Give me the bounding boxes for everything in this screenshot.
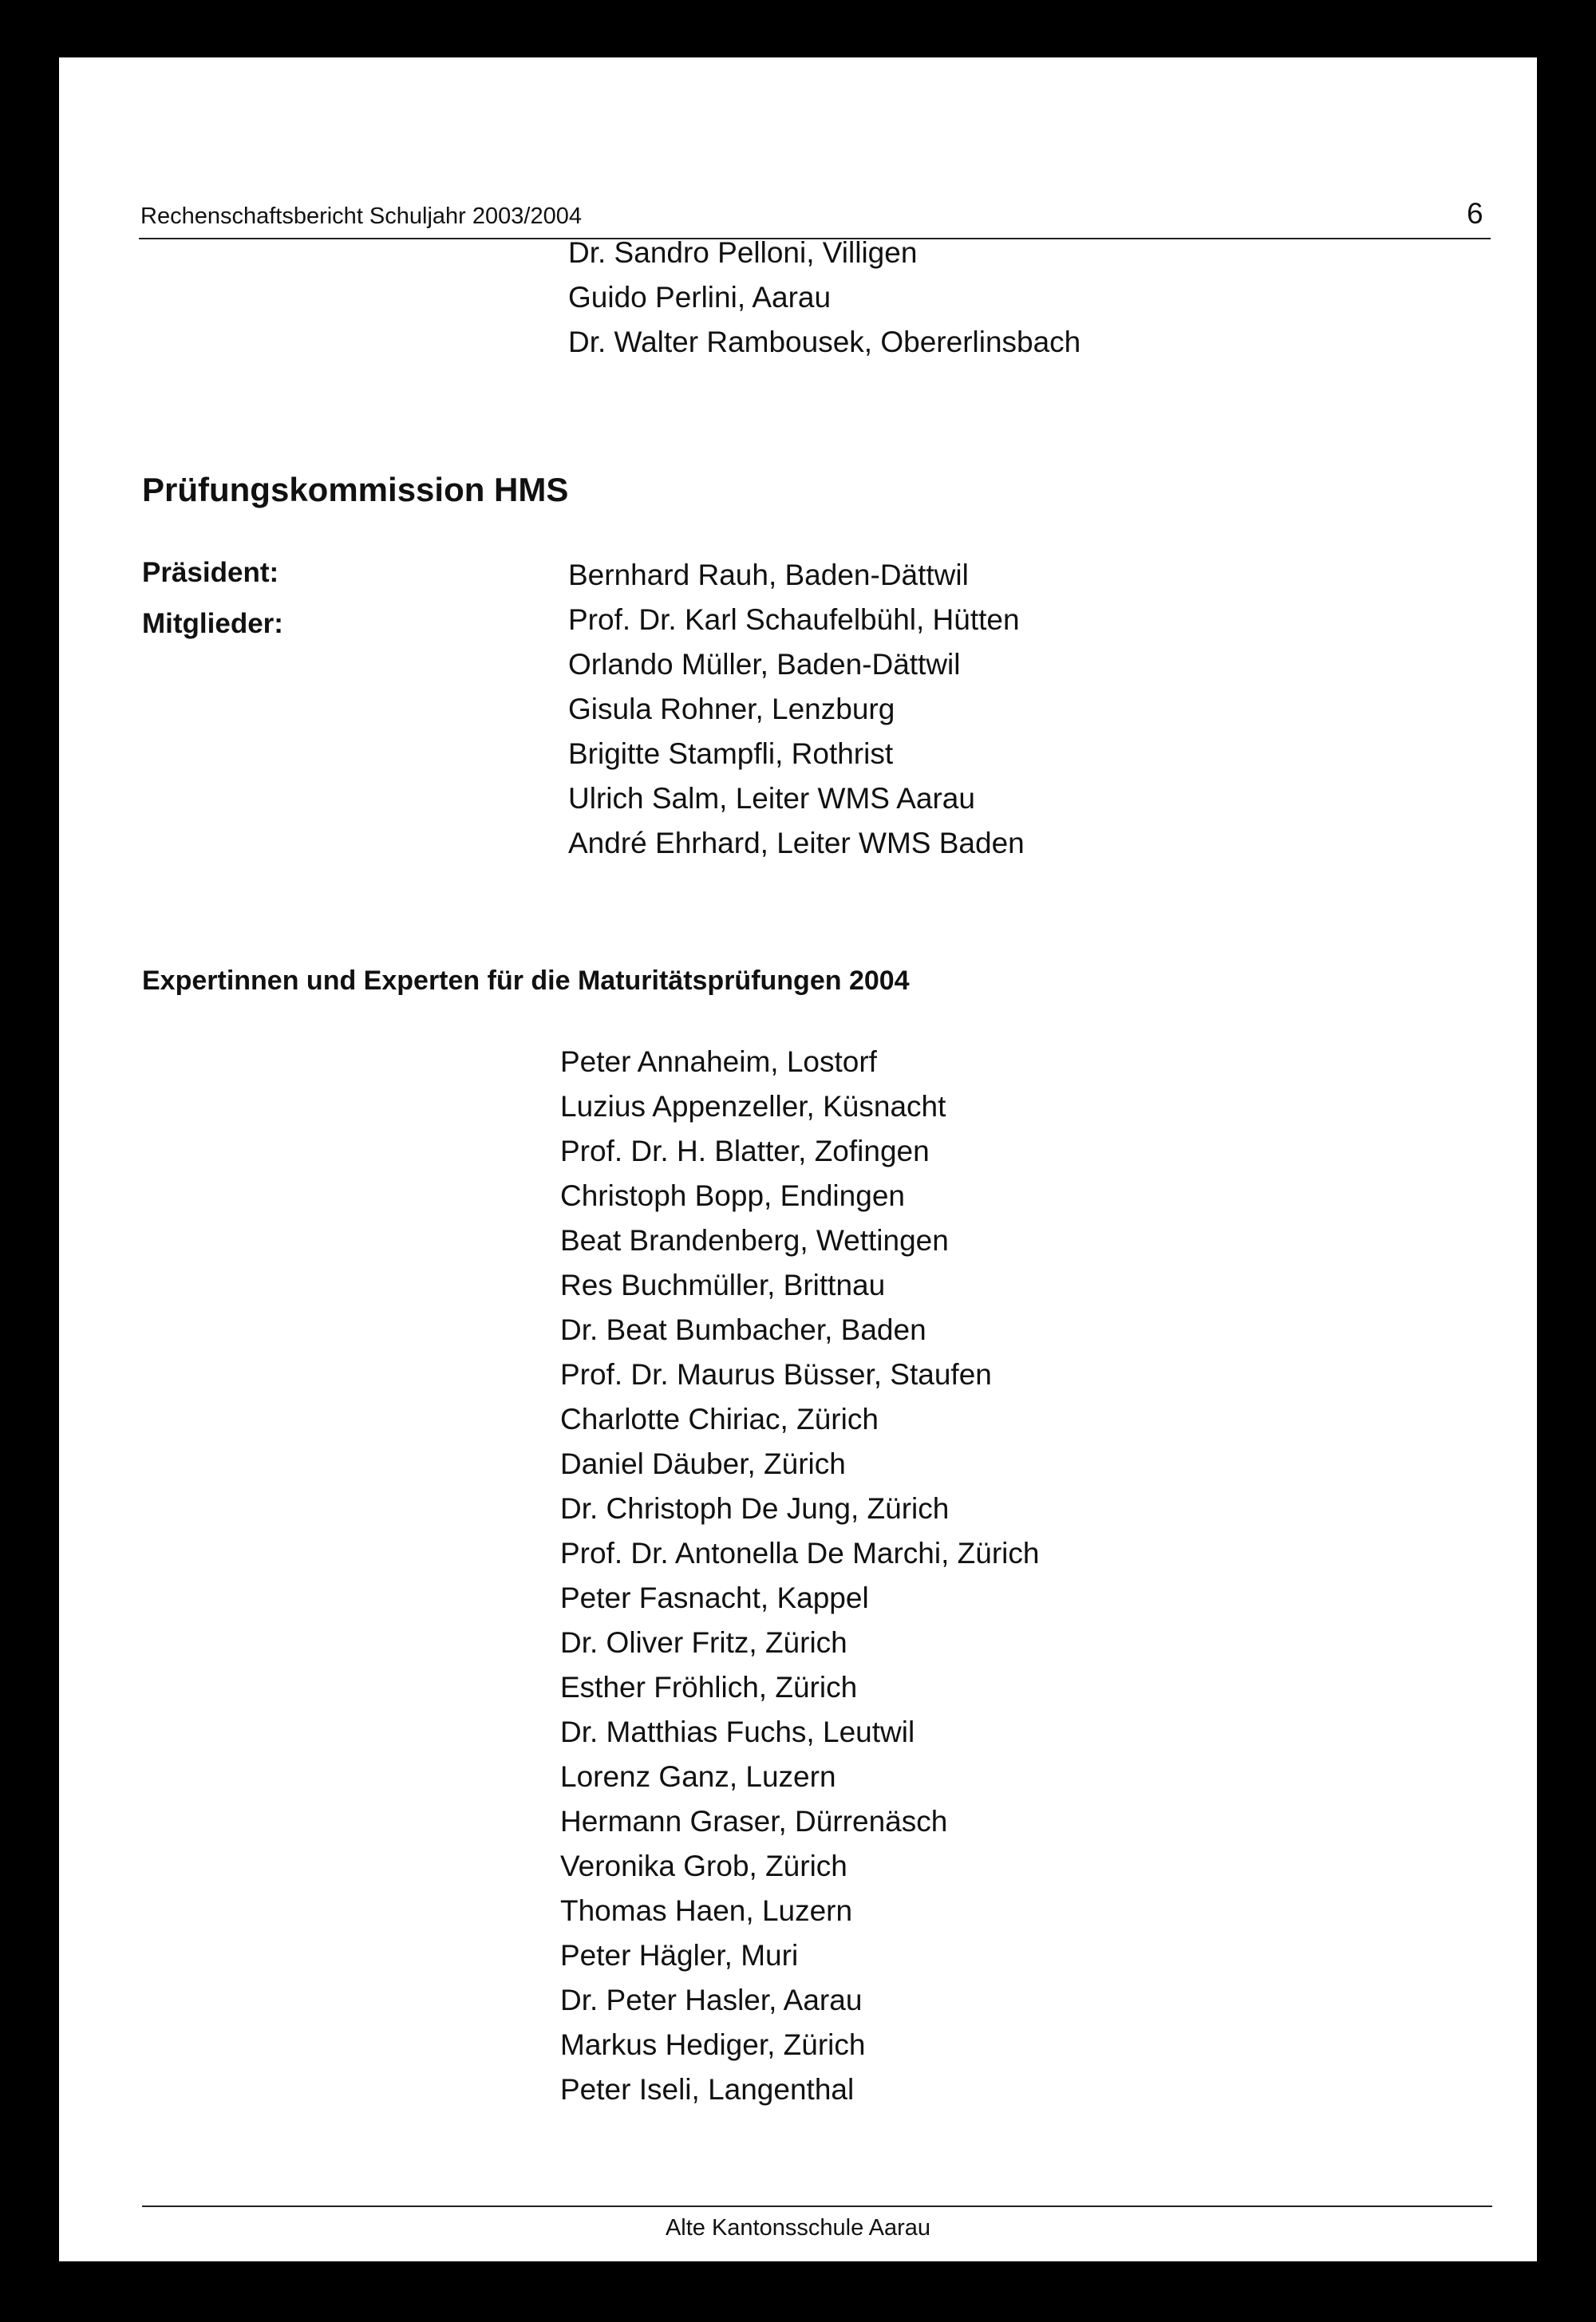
- list-item: André Ehrhard, Leiter WMS Baden: [568, 827, 1025, 859]
- list-item: Peter Fasnacht, Kappel: [560, 1582, 869, 1614]
- list-item: Peter Annaheim, Lostorf: [560, 1045, 877, 1078]
- list-item: Dr. Walter Rambousek, Obererlinsbach: [568, 326, 1081, 358]
- list-item: Prof. Dr. H. Blatter, Zofingen: [560, 1135, 930, 1167]
- list-item: Dr. Oliver Fritz, Zürich: [560, 1626, 847, 1659]
- list-item: Daniel Däuber, Zürich: [560, 1447, 846, 1480]
- list-item: Res Buchmüller, Brittnau: [560, 1269, 886, 1301]
- punch-hole: [0, 1424, 45, 1489]
- list-item: Brigitte Stampfli, Rothrist: [568, 737, 894, 770]
- header-title: Rechenschaftsbericht Schuljahr 2003/2004: [140, 203, 582, 229]
- list-item: Bernhard Rauh, Baden-Dättwil: [568, 559, 969, 591]
- list-item: Peter Hägler, Muri: [560, 1939, 799, 1972]
- list-item: Beat Brandenberg, Wettingen: [560, 1224, 949, 1257]
- list-item: Christoph Bopp, Endingen: [560, 1179, 905, 1212]
- section-heading-commission: Prüfungskommission HMS: [142, 471, 569, 508]
- list-item: Dr. Peter Hasler, Aarau: [560, 1984, 863, 2016]
- list-item: Dr. Christoph De Jung, Zürich: [560, 1492, 950, 1525]
- section-heading-experts: Expertinnen und Experten für die Maturitätsprüfungen 2004: [142, 966, 910, 996]
- footer-text: Alte Kantonsschule Aarau: [665, 2215, 931, 2241]
- list-item: Hermann Graser, Dürrenäsch: [560, 1805, 948, 1838]
- list-item: Luzius Appenzeller, Küsnacht: [560, 1090, 946, 1123]
- list-item: Peter Iseli, Langenthal: [560, 2073, 855, 2106]
- list-item: Gisula Rohner, Lenzburg: [568, 693, 895, 725]
- list-item: Dr. Beat Bumbacher, Baden: [560, 1313, 926, 1346]
- list-item: Thomas Haen, Luzern: [560, 1894, 853, 1927]
- page-number: 6: [1467, 197, 1483, 230]
- list-item: Dr. Sandro Pelloni, Villigen: [568, 236, 918, 269]
- list-item: Ulrich Salm, Leiter WMS Aarau: [568, 782, 975, 815]
- list-item: Veronika Grob, Zürich: [560, 1850, 847, 1882]
- list-item: Markus Hediger, Zürich: [560, 2028, 866, 2061]
- list-item: Prof. Dr. Antonella De Marchi, Zürich: [560, 1537, 1040, 1570]
- punch-hole: [0, 819, 45, 884]
- president-label: Präsident:: [142, 557, 279, 588]
- list-item: Orlando Müller, Baden-Dättwil: [568, 648, 961, 681]
- list-item: Dr. Matthias Fuchs, Leutwil: [560, 1716, 915, 1748]
- list-item: Esther Fröhlich, Zürich: [560, 1671, 858, 1704]
- footer-rule: [142, 2206, 1492, 2207]
- members-label: Mitglieder:: [142, 608, 283, 639]
- list-item: Guido Perlini, Aarau: [568, 281, 832, 314]
- list-item: Lorenz Ganz, Luzern: [560, 1760, 836, 1793]
- document-page: [59, 57, 1537, 2261]
- list-item: Prof. Dr. Maurus Büsser, Staufen: [560, 1358, 992, 1391]
- list-item: Prof. Dr. Karl Schaufelbühl, Hütten: [568, 603, 1020, 636]
- list-item: Charlotte Chiriac, Zürich: [560, 1403, 879, 1435]
